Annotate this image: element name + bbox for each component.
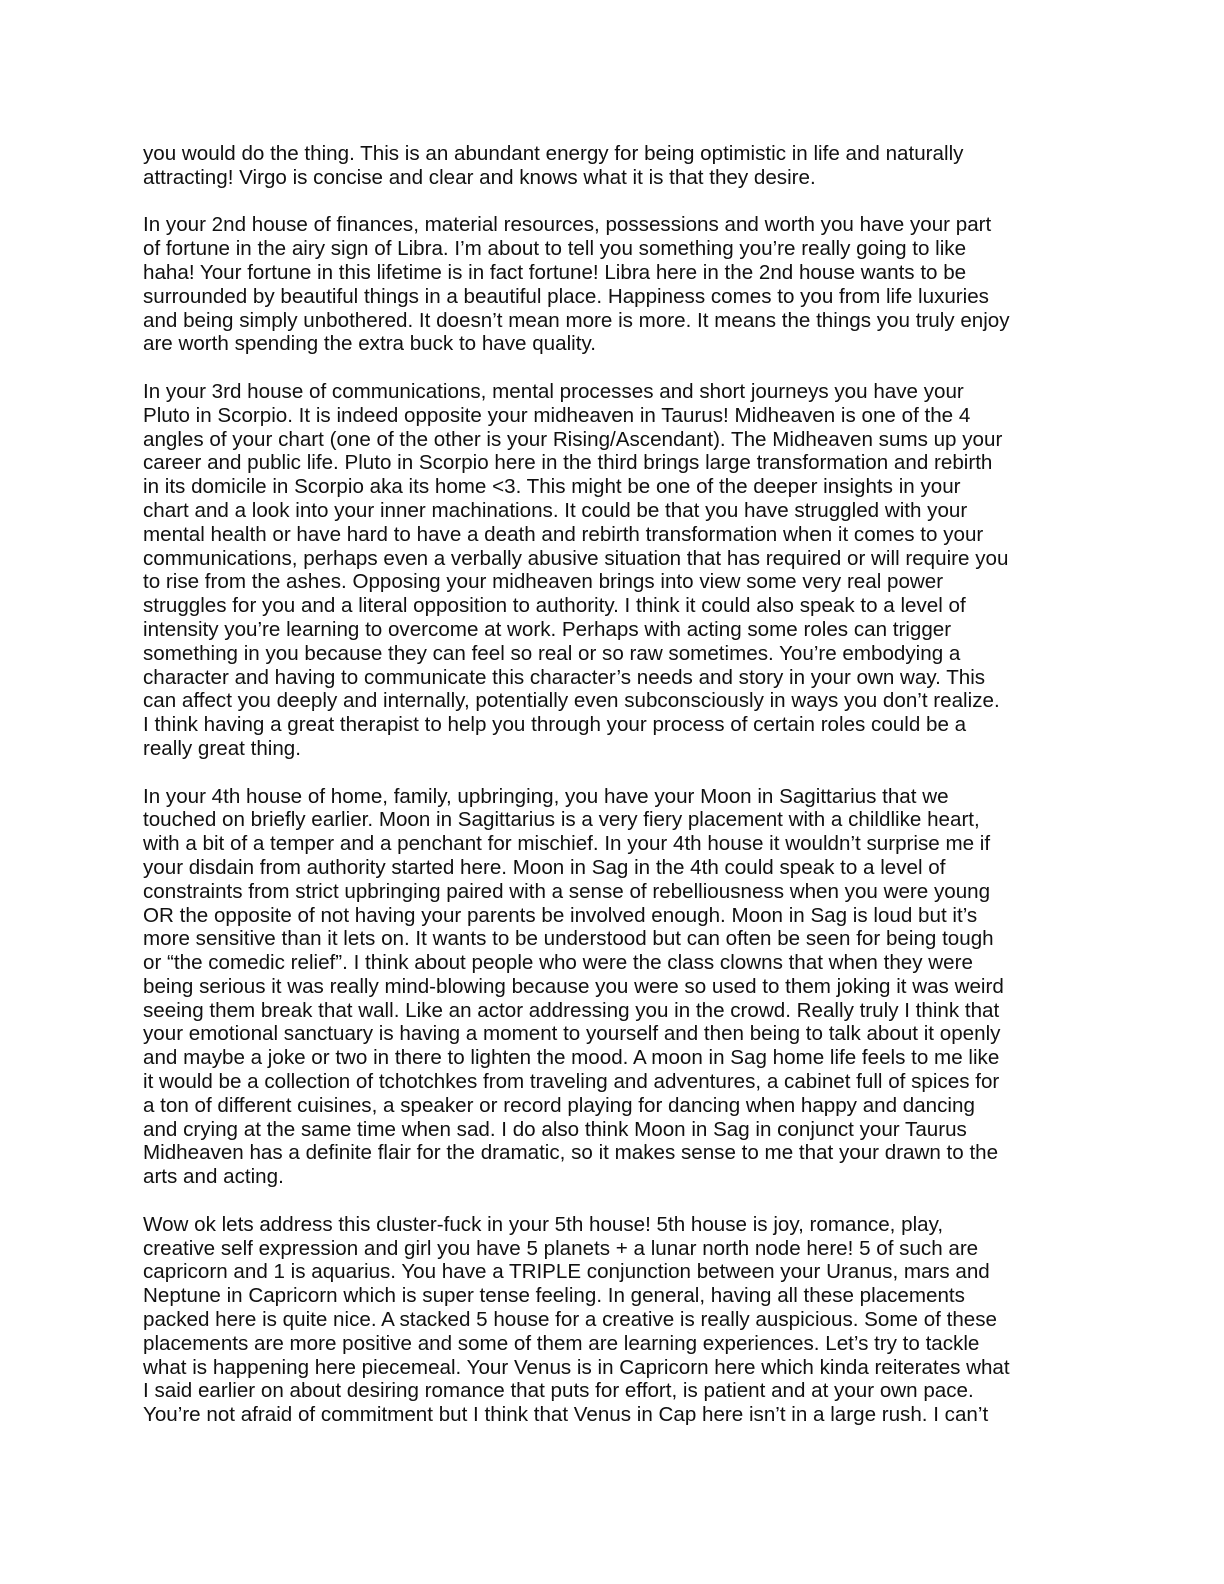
text-line: a ton of different cuisines, a speaker or record playing for dancing when happy and dancing	[143, 1093, 975, 1117]
text-line: your emotional sanctuary is having a moment to yourself and then being to talk about it openly	[143, 1022, 1001, 1046]
text-line: more sensitive than it lets on. It wants to be understood but can often be seen for being tough	[143, 927, 994, 951]
text-line: and being simply unbothered. It doesn’t mean more is more. It means the things you truly enjoy	[143, 308, 1010, 332]
text-line: with a bit of a temper and a penchant for mischief. In your 4th house it wouldn’t surprise me if	[143, 832, 991, 856]
text-line: OR the opposite of not having your parents be involved enough. Moon in Sag is loud but it’s	[143, 903, 978, 927]
paragraph-5th-house	[143, 1213, 1078, 1427]
text-line: You’re not afraid of commitment but I think that Venus in Cap here isn’t in a large rush. I can’t	[143, 1403, 989, 1427]
text-line: surrounded by beautiful things in a beautiful place. Happiness comes to you from life luxuries	[143, 284, 989, 308]
text-line: and maybe a joke or two in there to lighten the mood. A moon in Sag home life feels to me like	[143, 1046, 1000, 1070]
text-line: struggles for you and a literal opposition to authority. I think it could also speak to a level of	[143, 594, 966, 618]
text-line: being serious it was really mind-blowing because you were so used to them joking it was weird	[143, 974, 1004, 998]
text-line: Neptune in Capricorn which is super tense feeling. In general, having all these placements	[143, 1284, 965, 1308]
paragraph-virgo-intro	[143, 142, 1078, 190]
text-line: what is happening here piecemeal. Your Venus is in Capricorn here which kinda reiterates what	[143, 1355, 1010, 1379]
document-page	[143, 142, 1078, 1451]
text-line: career and public life. Pluto in Scorpio here in the third brings large transformation and rebirth	[143, 451, 993, 475]
text-line: of fortune in the airy sign of Libra. I’m about to tell you something you’re really going to like	[143, 237, 967, 261]
text-line: communications, perhaps even a verbally abusive situation that has required or will require you	[143, 546, 1009, 570]
text-line: mental health or have hard to have a death and rebirth transformation when it comes to your	[143, 522, 984, 546]
text-line: character and having to communicate this character’s needs and story in your own way. This	[143, 665, 986, 689]
text-line: your disdain from authority started here. Moon in Sag in the 4th could speak to a level of	[143, 855, 946, 879]
text-line: in its domicile in Scorpio aka its home <3. This might be one of the deeper insights in your	[143, 475, 961, 499]
text-line: Midheaven has a definite flair for the dramatic, so it makes sense to me that your drawn to the	[143, 1141, 999, 1165]
text-line: attracting! Virgo is concise and clear and knows what it is that they desire.	[143, 165, 816, 189]
text-line: In your 3rd house of communications, mental processes and short journeys you have your	[143, 379, 964, 403]
text-line: or “the comedic relief”. I think about people who were the class clowns that when they were	[143, 951, 973, 975]
text-line: Wow ok lets address this cluster-fuck in your 5th house! 5th house is joy, romance, play,	[143, 1212, 944, 1236]
text-line: constraints from strict upbringing paired with a sense of rebelliousness when you were young	[143, 879, 991, 903]
text-line: you would do the thing. This is an abundant energy for being optimistic in life and naturally	[143, 142, 964, 165]
text-line: something in you because they can feel so real or so raw sometimes. You’re embodying a	[143, 641, 961, 665]
paragraph-4th-house	[143, 785, 1078, 1190]
text-line: seeing them break that wall. Like an actor addressing you in the crowd. Really truly I think that	[143, 998, 1000, 1022]
text-line: capricorn and 1 is aquarius. You have a TRIPLE conjunction between your Uranus, mars and	[143, 1260, 990, 1284]
text-line: to rise from the ashes. Opposing your midheaven brings into view some very real power	[143, 570, 944, 594]
text-line: placements are more positive and some of them are learning experiences. Let’s try to tackle	[143, 1331, 980, 1355]
text-line: and crying at the same time when sad. I do also think Moon in Sag in conjunct your Taurus	[143, 1117, 967, 1141]
text-line: haha! Your fortune in this lifetime is in fact fortune! Libra here in the 2nd house wants to be	[143, 260, 967, 284]
text-line: arts and acting.	[143, 1165, 284, 1189]
text-line: can affect you deeply and internally, potentially even subconsciously in ways you don’t realize.	[143, 689, 1000, 713]
text-line: I think having a great therapist to help you through your process of certain roles could be a	[143, 713, 967, 737]
paragraph-3rd-house	[143, 380, 1078, 761]
text-line: are worth spending the extra buck to have quality.	[143, 332, 596, 356]
text-line: In your 4th house of home, family, upbringing, you have your Moon in Sagittarius that we	[143, 784, 949, 808]
text-line: In your 2nd house of finances, material resources, possessions and worth you have your part	[143, 213, 992, 237]
text-line: I said earlier on about desiring romance that puts for effort, is patient and at your own pace.	[143, 1379, 974, 1403]
text-line: really great thing.	[143, 736, 301, 760]
text-line: packed here is quite nice. A stacked 5 house for a creative is really auspicious. Some of these	[143, 1308, 997, 1332]
text-line: creative self expression and girl you have 5 planets + a lunar north node here! 5 of such are	[143, 1236, 979, 1260]
text-line: Pluto in Scorpio. It is indeed opposite your midheaven in Taurus! Midheaven is one of the 4	[143, 403, 971, 427]
text-line: angles of your chart (one of the other is your Rising/Ascendant). The Midheaven sums up your	[143, 427, 1003, 451]
text-line: chart and a look into your inner machinations. It could be that you have struggled with your	[143, 498, 968, 522]
text-line: it would be a collection of tchotchkes from traveling and adventures, a cabinet full of spices for	[143, 1070, 1000, 1094]
text-line: intensity you’re learning to overcome at work. Perhaps with acting some roles can trigger	[143, 617, 952, 641]
text-line: touched on briefly earlier. Moon in Sagittarius is a very fiery placement with a childlike heart,	[143, 808, 980, 832]
paragraph-2nd-house	[143, 213, 1078, 356]
